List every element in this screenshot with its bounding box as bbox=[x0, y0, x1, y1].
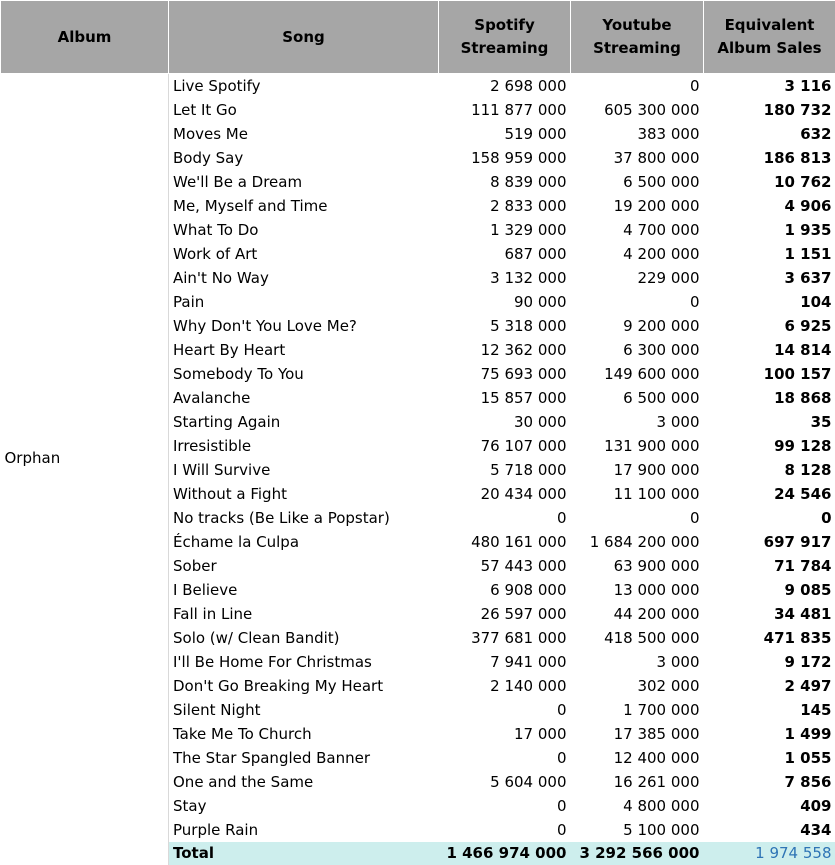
spotify-cell[interactable]: 480 161 000 bbox=[471, 533, 567, 551]
eas-cell[interactable]: 4 906 bbox=[784, 197, 832, 215]
eas-cell[interactable]: 100 157 bbox=[763, 365, 832, 383]
spotify-cell[interactable]: 5 718 000 bbox=[490, 461, 567, 479]
song-cell[interactable]: Sober bbox=[169, 554, 439, 578]
song-cell[interactable]: I Believe bbox=[169, 578, 439, 602]
eas-cell[interactable]: 9 085 bbox=[784, 581, 832, 599]
youtube-cell[interactable]: 17 385 000 bbox=[613, 725, 700, 743]
song-cell[interactable]: I'll Be Home For Christmas bbox=[169, 650, 439, 674]
spotify-cell[interactable]: 0 bbox=[556, 821, 567, 839]
song-cell[interactable]: Pain bbox=[169, 290, 439, 314]
eas-cell[interactable]: 180 732 bbox=[763, 101, 832, 119]
youtube-cell[interactable]: 0 bbox=[689, 509, 700, 527]
eas-cell[interactable]: 471 835 bbox=[763, 629, 832, 647]
header-spotify-streaming[interactable]: Spotify Streaming bbox=[439, 1, 571, 74]
table-row bbox=[1, 74, 835, 99]
song-cell[interactable]: Stay bbox=[169, 794, 439, 818]
youtube-cell[interactable]: 149 600 000 bbox=[604, 365, 700, 383]
eas-cell[interactable]: 409 bbox=[800, 797, 832, 815]
eas-cell[interactable]: 3 116 bbox=[784, 77, 832, 95]
youtube-cell[interactable]: 229 000 bbox=[637, 269, 700, 287]
album-cell[interactable]: Orphan bbox=[1, 74, 169, 843]
spotify-cell[interactable]: 0 bbox=[556, 509, 567, 527]
total-row bbox=[1, 842, 835, 865]
eas-cell[interactable]: 9 172 bbox=[784, 653, 832, 671]
eas-cell[interactable]: 24 546 bbox=[774, 485, 832, 503]
song-cell[interactable]: Somebody To You bbox=[169, 362, 439, 386]
spotify-cell[interactable]: 15 857 000 bbox=[480, 389, 567, 407]
header-row bbox=[1, 1, 835, 74]
eas-cell[interactable]: 10 762 bbox=[774, 173, 832, 191]
eas-cell[interactable]: 6 925 bbox=[784, 317, 832, 335]
eas-cell[interactable]: 434 bbox=[800, 821, 832, 839]
song-cell[interactable]: Irresistible bbox=[169, 434, 439, 458]
youtube-cell[interactable]: 418 500 000 bbox=[604, 629, 700, 647]
song-cell[interactable]: Without a Fight bbox=[169, 482, 439, 506]
song-cell[interactable]: Me, Myself and Time bbox=[169, 194, 439, 218]
song-cell[interactable]: Don't Go Breaking My Heart bbox=[169, 674, 439, 698]
song-cell[interactable]: Silent Night bbox=[169, 698, 439, 722]
youtube-cell[interactable]: 9 200 000 bbox=[623, 317, 700, 335]
youtube-cell[interactable]: 1 700 000 bbox=[623, 701, 700, 719]
eas-cell[interactable]: 14 814 bbox=[774, 341, 832, 359]
youtube-cell[interactable]: 383 000 bbox=[637, 125, 700, 143]
spotify-cell[interactable]: 519 000 bbox=[504, 125, 567, 143]
youtube-cell[interactable]: 605 300 000 bbox=[604, 101, 700, 119]
eas-cell[interactable]: 3 637 bbox=[784, 269, 832, 287]
spotify-cell[interactable]: 0 bbox=[556, 797, 567, 815]
song-cell[interactable]: Take Me To Church bbox=[169, 722, 439, 746]
spotify-cell[interactable]: 7 941 000 bbox=[490, 653, 567, 671]
eas-cell[interactable]: 99 128 bbox=[774, 437, 832, 455]
song-cell[interactable]: Avalanche bbox=[169, 386, 439, 410]
spotify-cell[interactable]: 5 604 000 bbox=[490, 773, 567, 791]
song-cell[interactable]: Body Say bbox=[169, 146, 439, 170]
spotify-cell[interactable]: 0 bbox=[556, 701, 567, 719]
song-cell[interactable]: Work of Art bbox=[169, 242, 439, 266]
eas-cell[interactable]: 1 935 bbox=[784, 221, 832, 239]
song-cell[interactable]: I Will Survive bbox=[169, 458, 439, 482]
song-cell[interactable]: Purple Rain bbox=[169, 818, 439, 842]
youtube-cell[interactable]: 16 261 000 bbox=[613, 773, 700, 791]
youtube-cell[interactable]: 44 200 000 bbox=[613, 605, 700, 623]
youtube-cell[interactable]: 19 200 000 bbox=[613, 197, 700, 215]
youtube-cell[interactable]: 4 700 000 bbox=[623, 221, 700, 239]
spotify-cell[interactable]: 687 000 bbox=[504, 245, 567, 263]
song-cell[interactable]: The Star Spangled Banner bbox=[169, 746, 439, 770]
youtube-cell[interactable]: 13 000 000 bbox=[613, 581, 700, 599]
youtube-cell[interactable]: 3 000 bbox=[656, 413, 700, 431]
spotify-cell[interactable]: 0 bbox=[556, 749, 567, 767]
eas-cell[interactable]: 35 bbox=[810, 413, 832, 431]
youtube-cell[interactable]: 6 500 000 bbox=[623, 173, 700, 191]
eas-cell[interactable]: 0 bbox=[821, 509, 832, 527]
youtube-cell[interactable]: 11 100 000 bbox=[613, 485, 700, 503]
youtube-cell[interactable]: 0 bbox=[689, 77, 700, 95]
total-label-cell[interactable]: Total bbox=[169, 842, 439, 865]
spotify-cell[interactable]: 20 434 000 bbox=[480, 485, 567, 503]
total-youtube-cell[interactable]: 3 292 566 000 bbox=[571, 842, 704, 865]
youtube-cell[interactable]: 12 400 000 bbox=[613, 749, 700, 767]
song-cell[interactable]: Heart By Heart bbox=[169, 338, 439, 362]
spotify-cell[interactable]: 3 132 000 bbox=[490, 269, 567, 287]
youtube-cell[interactable]: 6 500 000 bbox=[623, 389, 700, 407]
youtube-cell[interactable]: 131 900 000 bbox=[604, 437, 700, 455]
song-cell[interactable]: Échame la Culpa bbox=[169, 530, 439, 554]
eas-cell[interactable]: 2 497 bbox=[784, 677, 832, 695]
youtube-cell[interactable]: 4 800 000 bbox=[623, 797, 700, 815]
eas-cell[interactable]: 145 bbox=[800, 701, 832, 719]
eas-cell[interactable]: 186 813 bbox=[763, 149, 832, 167]
spotify-cell[interactable]: 90 000 bbox=[514, 293, 567, 311]
song-cell[interactable]: One and the Same bbox=[169, 770, 439, 794]
spotify-cell[interactable]: 76 107 000 bbox=[480, 437, 567, 455]
total-spotify-cell[interactable]: 1 466 974 000 bbox=[439, 842, 571, 865]
header-youtube-streaming[interactable]: Youtube Streaming bbox=[571, 1, 704, 74]
youtube-cell[interactable]: 5 100 000 bbox=[623, 821, 700, 839]
spotify-cell[interactable]: 1 329 000 bbox=[490, 221, 567, 239]
song-cell[interactable]: Fall in Line bbox=[169, 602, 439, 626]
eas-cell[interactable]: 1 151 bbox=[784, 245, 832, 263]
youtube-cell[interactable]: 37 800 000 bbox=[613, 149, 700, 167]
song-cell[interactable]: Solo (w/ Clean Bandit) bbox=[169, 626, 439, 650]
header-equivalent-album-sales[interactable]: Equivalent Album Sales bbox=[704, 1, 835, 74]
header-album[interactable]: Album bbox=[1, 1, 169, 74]
youtube-cell[interactable]: 302 000 bbox=[637, 677, 700, 695]
spotify-cell[interactable]: 111 877 000 bbox=[471, 101, 567, 119]
youtube-cell[interactable]: 0 bbox=[689, 293, 700, 311]
song-cell[interactable]: Let It Go bbox=[169, 98, 439, 122]
eas-cell[interactable]: 697 917 bbox=[763, 533, 832, 551]
total-eas-cell[interactable]: 1 974 558 bbox=[704, 842, 835, 865]
eas-cell[interactable]: 1 055 bbox=[784, 749, 832, 767]
youtube-cell[interactable]: 17 900 000 bbox=[613, 461, 700, 479]
spotify-cell[interactable]: 75 693 000 bbox=[480, 365, 567, 383]
youtube-cell[interactable]: 63 900 000 bbox=[613, 557, 700, 575]
eas-cell[interactable]: 104 bbox=[800, 293, 832, 311]
song-cell[interactable]: Moves Me bbox=[169, 122, 439, 146]
spotify-cell[interactable]: 8 839 000 bbox=[490, 173, 567, 191]
youtube-cell[interactable]: 3 000 bbox=[656, 653, 700, 671]
eas-cell[interactable]: 7 856 bbox=[784, 773, 832, 791]
song-cell[interactable]: What To Do bbox=[169, 218, 439, 242]
youtube-cell[interactable]: 6 300 000 bbox=[623, 341, 700, 359]
total-blank-cell bbox=[1, 842, 169, 865]
spotify-cell[interactable]: 2 140 000 bbox=[490, 677, 567, 695]
eas-cell[interactable]: 71 784 bbox=[774, 557, 832, 575]
spotify-cell[interactable]: 30 000 bbox=[514, 413, 567, 431]
spotify-cell[interactable]: 158 959 000 bbox=[471, 149, 567, 167]
eas-cell[interactable]: 8 128 bbox=[784, 461, 832, 479]
spotify-cell[interactable]: 2 698 000 bbox=[490, 77, 567, 95]
spotify-cell[interactable]: 377 681 000 bbox=[471, 629, 567, 647]
spotify-cell[interactable]: 2 833 000 bbox=[490, 197, 567, 215]
eas-cell[interactable]: 632 bbox=[800, 125, 832, 143]
spotify-cell[interactable]: 57 443 000 bbox=[480, 557, 567, 575]
song-cell[interactable]: Live Spotify bbox=[169, 74, 439, 99]
song-cell[interactable]: Starting Again bbox=[169, 410, 439, 434]
song-cell[interactable]: No tracks (Be Like a Popstar) bbox=[169, 506, 439, 530]
eas-cell[interactable]: 1 499 bbox=[784, 725, 832, 743]
eas-cell[interactable]: 18 868 bbox=[774, 389, 832, 407]
spotify-cell[interactable]: 5 318 000 bbox=[490, 317, 567, 335]
spotify-cell[interactable]: 6 908 000 bbox=[490, 581, 567, 599]
youtube-cell[interactable]: 4 200 000 bbox=[623, 245, 700, 263]
song-cell[interactable]: We'll Be a Dream bbox=[169, 170, 439, 194]
header-song[interactable]: Song bbox=[169, 1, 439, 74]
spotify-cell[interactable]: 26 597 000 bbox=[480, 605, 567, 623]
eas-cell[interactable]: 34 481 bbox=[774, 605, 832, 623]
spotify-cell[interactable]: 17 000 bbox=[514, 725, 567, 743]
song-cell[interactable]: Ain't No Way bbox=[169, 266, 439, 290]
youtube-cell[interactable]: 1 684 200 000 bbox=[589, 533, 700, 551]
spotify-cell[interactable]: 12 362 000 bbox=[480, 341, 567, 359]
song-cell[interactable]: Why Don't You Love Me? bbox=[169, 314, 439, 338]
